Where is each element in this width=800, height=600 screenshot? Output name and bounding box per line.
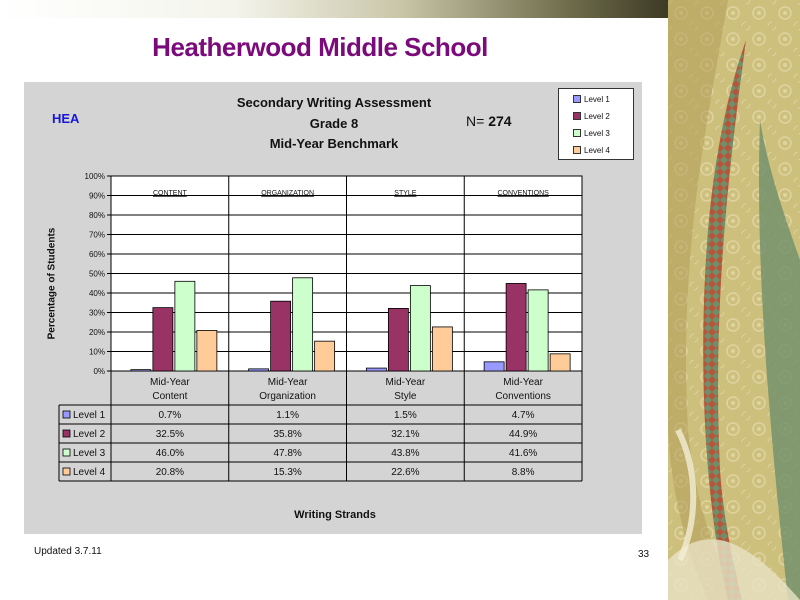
school-code: HEA bbox=[52, 111, 80, 126]
bar-3-1 bbox=[175, 281, 195, 371]
table-series-name: Level 2 bbox=[73, 429, 106, 440]
page-number: 33 bbox=[638, 549, 650, 560]
y-tick-label: 80% bbox=[88, 211, 105, 220]
strand-top-label: STYLE bbox=[394, 190, 417, 197]
strand-top-label: CONVENTIONS bbox=[497, 190, 549, 197]
bar-3-3 bbox=[410, 286, 430, 371]
legend-label: Level 2 bbox=[584, 112, 610, 121]
data-label: 8.8% bbox=[511, 467, 535, 478]
bar-4-1 bbox=[197, 330, 217, 371]
category-label-line-1: Mid-Year bbox=[503, 377, 543, 388]
bar-3-2 bbox=[293, 278, 313, 371]
footer-updated: Updated 3.7.11 bbox=[34, 546, 102, 557]
legend-item-level-4 bbox=[573, 146, 610, 155]
y-tick-label: 30% bbox=[88, 308, 105, 318]
table-legend-swatch bbox=[63, 430, 70, 437]
category-label-line-2: Organization bbox=[259, 391, 316, 402]
category-label-line-1: Mid-Year bbox=[385, 377, 426, 388]
data-label: 22.6% bbox=[391, 467, 420, 478]
category-label-line-1: Mid-Year bbox=[267, 377, 308, 388]
table-series-name: Level 3 bbox=[73, 448, 106, 459]
legend-label: Level 4 bbox=[584, 146, 610, 155]
y-axis-label: Percentage of Students bbox=[46, 227, 58, 340]
data-label: 1.5% bbox=[393, 410, 417, 421]
data-label: 32.1% bbox=[391, 429, 420, 440]
bar-1-4 bbox=[484, 362, 504, 371]
table-legend-swatch bbox=[63, 468, 70, 475]
data-label: 0.7% bbox=[158, 410, 182, 421]
y-tick-label: 0% bbox=[93, 367, 105, 376]
bar-2-4 bbox=[506, 283, 526, 371]
strand-top-label: ORGANIZATION bbox=[261, 190, 315, 197]
y-tick-label: 20% bbox=[88, 328, 105, 337]
data-label: 32.5% bbox=[155, 429, 185, 440]
strand-top-label: CONTENT bbox=[152, 190, 187, 197]
bar-1-1 bbox=[131, 370, 151, 371]
bar-4-2 bbox=[315, 341, 335, 371]
data-label: 1.1% bbox=[276, 410, 300, 421]
data-label: 15.3% bbox=[273, 467, 302, 478]
y-tick-label: 50% bbox=[88, 269, 105, 279]
legend-swatch bbox=[573, 129, 581, 137]
data-label: 44.9% bbox=[508, 429, 538, 440]
legend-label: Level 3 bbox=[584, 129, 610, 138]
bar-2-1 bbox=[153, 308, 173, 371]
x-axis-label: Writing Strands bbox=[294, 509, 376, 521]
y-tick-label: 100% bbox=[84, 172, 105, 181]
data-label: 20.8% bbox=[155, 467, 185, 478]
category-label-line-2: Conventions bbox=[495, 391, 551, 402]
y-tick-label: 60% bbox=[88, 250, 105, 259]
data-label: 41.6% bbox=[508, 448, 538, 459]
y-tick-label: 90% bbox=[88, 191, 105, 201]
table-series-name: Level 4 bbox=[73, 467, 106, 478]
data-label: 46.0% bbox=[155, 448, 185, 459]
y-tick-label: 10% bbox=[88, 347, 105, 357]
category-label-line-2: Style bbox=[394, 391, 417, 402]
category-label-line-1: Mid-Year bbox=[150, 377, 190, 388]
data-label: 4.7% bbox=[511, 410, 535, 421]
bar-2-3 bbox=[388, 308, 408, 371]
page-title: Heatherwood Middle School bbox=[152, 32, 488, 62]
bar-2-2 bbox=[271, 301, 291, 371]
legend-item-level-1 bbox=[573, 95, 610, 104]
y-tick-label: 70% bbox=[88, 230, 105, 240]
legend-swatch bbox=[573, 112, 581, 120]
table-series-name: Level 1 bbox=[73, 410, 106, 421]
legend-item-level-3 bbox=[573, 129, 610, 138]
chart-title-line-2: Grade 8 bbox=[309, 116, 359, 131]
legend-swatch bbox=[573, 95, 581, 103]
data-label: 47.8% bbox=[273, 448, 302, 459]
legend-swatch bbox=[573, 146, 581, 154]
data-label: 35.8% bbox=[273, 429, 302, 440]
category-label-line-2: Content bbox=[152, 391, 188, 402]
data-label: 43.8% bbox=[391, 448, 420, 459]
legend-item-level-2 bbox=[573, 112, 610, 121]
n-count bbox=[466, 113, 512, 129]
bar-4-3 bbox=[432, 327, 452, 371]
bar-1-3 bbox=[366, 368, 386, 371]
legend-label: Level 1 bbox=[584, 95, 610, 104]
table-legend-swatch bbox=[63, 411, 70, 418]
bar-4-4 bbox=[550, 354, 570, 371]
table-legend-swatch bbox=[63, 449, 70, 456]
y-tick-label: 40% bbox=[88, 289, 105, 298]
bar-3-4 bbox=[528, 290, 548, 371]
n-value: 274 bbox=[488, 113, 512, 129]
chart-title-line-3: Mid-Year Benchmark bbox=[269, 136, 399, 151]
bar-1-2 bbox=[249, 369, 269, 371]
chart-title-line-1: Secondary Writing Assessment bbox=[236, 95, 432, 110]
chart-legend bbox=[558, 88, 634, 160]
n-label: N= bbox=[466, 113, 485, 129]
